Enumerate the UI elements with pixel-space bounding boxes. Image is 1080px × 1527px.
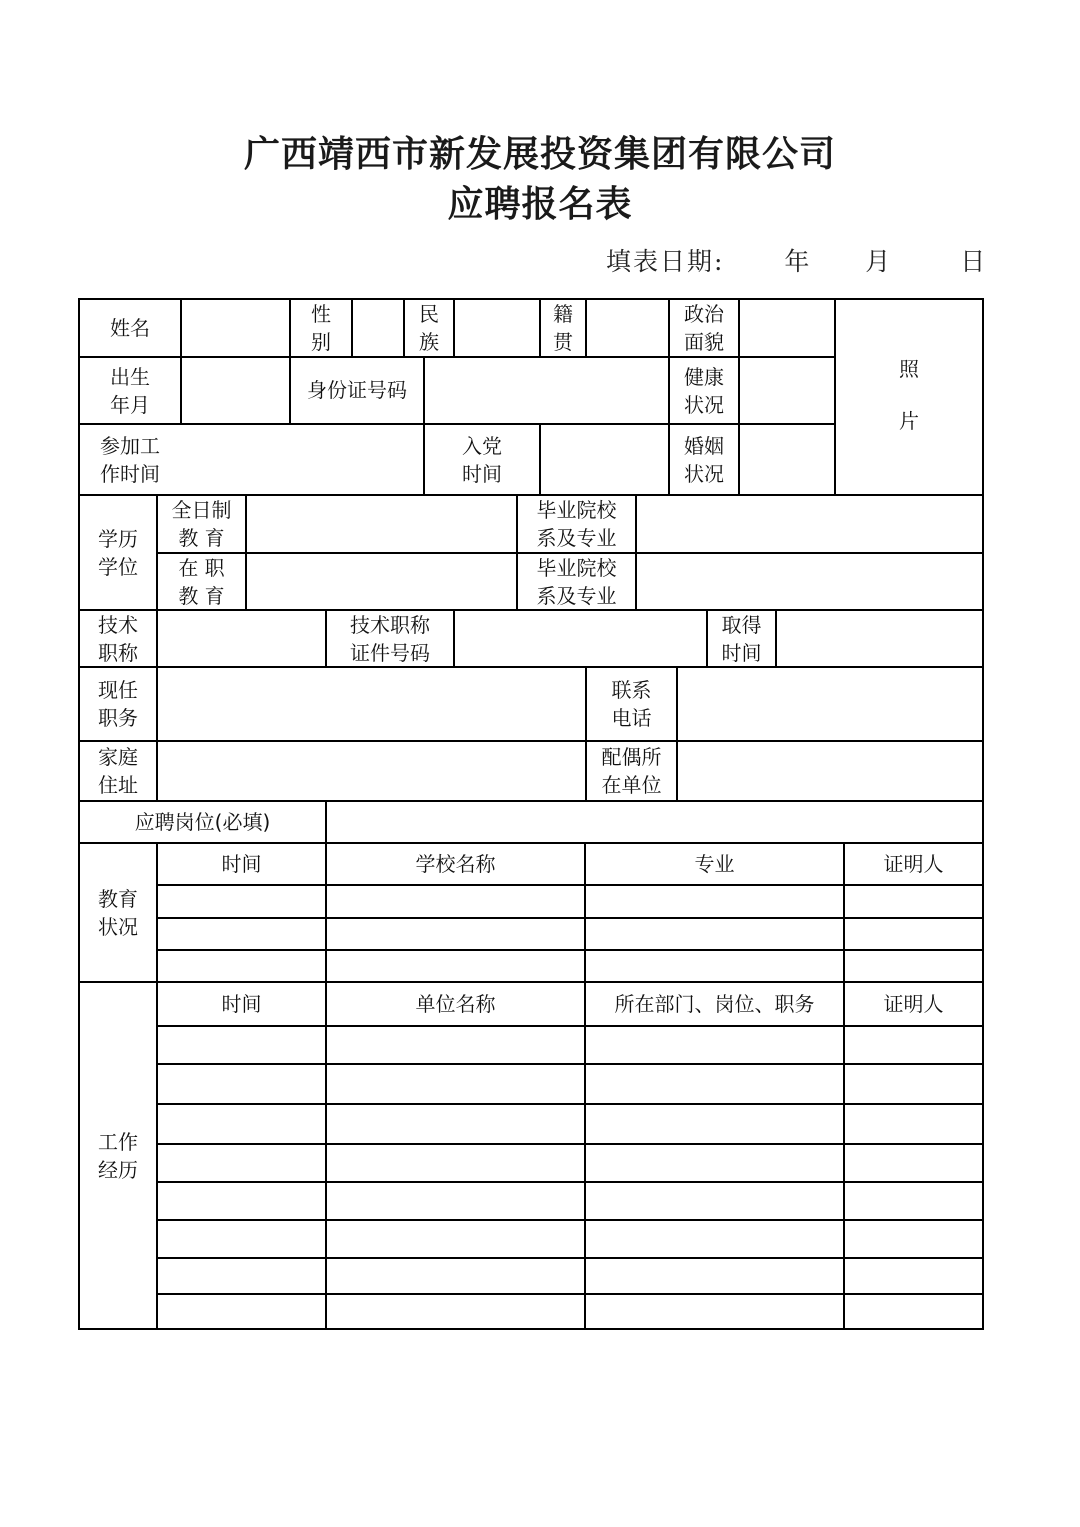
col-divider bbox=[453, 609, 455, 668]
label-education-section: 教育 状况 bbox=[98, 886, 138, 939]
label-name: 姓名 bbox=[110, 316, 150, 340]
col-divider bbox=[156, 666, 158, 802]
label-phone: 联系 电话 bbox=[611, 678, 652, 730]
work-col-employer: 单位名称 bbox=[415, 992, 496, 1016]
table-border bbox=[78, 298, 984, 300]
row-divider bbox=[156, 1063, 984, 1065]
row-divider bbox=[156, 1143, 984, 1145]
label-work-section: 工作 经历 bbox=[98, 1129, 138, 1182]
label-native-place: 籍 贯 bbox=[553, 302, 573, 354]
col-divider bbox=[584, 842, 586, 1330]
col-divider bbox=[843, 842, 845, 1330]
col-divider bbox=[453, 298, 455, 358]
col-divider bbox=[738, 298, 740, 496]
col-divider bbox=[325, 800, 327, 844]
label-degree: 学历 学位 bbox=[98, 526, 138, 579]
photo-placeholder: 照 片 bbox=[899, 357, 919, 433]
label-tech-cert-no: 技术职称 证件号码 bbox=[350, 612, 430, 665]
label-political-status: 政治 面貌 bbox=[684, 302, 724, 354]
col-divider bbox=[180, 298, 182, 425]
fill-date-month: 月 bbox=[865, 247, 893, 276]
col-divider bbox=[156, 842, 158, 1330]
label-grad-school-inservice: 毕业院校 系及专业 bbox=[536, 555, 617, 608]
row-divider bbox=[156, 1181, 984, 1183]
col-divider bbox=[585, 298, 587, 358]
label-birth: 出生 年月 bbox=[110, 364, 150, 417]
fill-date-year: 年 bbox=[784, 247, 812, 276]
work-col-time: 时间 bbox=[221, 992, 262, 1016]
edu-col-witness: 证明人 bbox=[883, 852, 944, 876]
label-marital: 婚姻 状况 bbox=[684, 433, 724, 486]
label-apply-post: 应聘岗位(必填) bbox=[134, 810, 271, 834]
col-divider bbox=[775, 609, 777, 668]
col-divider bbox=[325, 842, 327, 1330]
fill-date-day: 日 bbox=[960, 247, 988, 276]
form-subtitle: 应聘报名表 bbox=[447, 183, 633, 225]
label-grad-school-fulltime: 毕业院校 系及专业 bbox=[536, 498, 617, 550]
row-divider bbox=[156, 1257, 984, 1259]
label-ethnicity: 民 族 bbox=[419, 302, 439, 354]
col-divider bbox=[351, 298, 353, 358]
label-gender: 性 别 bbox=[311, 302, 331, 354]
col-divider bbox=[676, 666, 678, 802]
label-spouse-work: 配偶所 在单位 bbox=[601, 745, 662, 797]
label-home-address: 家庭 住址 bbox=[98, 745, 138, 797]
row-divider bbox=[156, 1103, 984, 1105]
form-title: 广西靖西市新发展投资集团有限公司 bbox=[243, 133, 836, 175]
fill-date bbox=[606, 242, 987, 278]
row-divider bbox=[78, 666, 984, 668]
work-col-witness: 证明人 bbox=[883, 992, 944, 1016]
edu-col-school: 学校名称 bbox=[415, 852, 496, 876]
col-divider bbox=[539, 423, 541, 496]
label-tech-title: 技术 职称 bbox=[98, 612, 138, 665]
row-divider bbox=[78, 740, 984, 742]
label-inservice-edu: 在 职 教 育 bbox=[178, 555, 225, 608]
col-divider bbox=[635, 494, 637, 611]
label-work-start: 参加工 作时间 bbox=[100, 433, 160, 486]
row-divider bbox=[156, 1293, 984, 1295]
fill-date-label: 填表日期: bbox=[606, 247, 725, 276]
edu-col-time: 时间 bbox=[221, 852, 262, 876]
label-party-join: 入党 时间 bbox=[462, 433, 502, 486]
label-id-number: 身份证号码 bbox=[307, 378, 407, 402]
table-border bbox=[982, 298, 984, 1330]
row-divider bbox=[156, 884, 984, 886]
row-divider bbox=[156, 949, 984, 951]
label-obtained-time: 取得 时间 bbox=[721, 612, 762, 665]
row-divider bbox=[156, 917, 984, 919]
label-fulltime-edu: 全日制 教 育 bbox=[171, 498, 232, 550]
label-current-position: 现任 职务 bbox=[98, 678, 138, 730]
work-col-department: 所在部门、岗位、职务 bbox=[614, 992, 815, 1016]
row-divider bbox=[156, 1219, 984, 1221]
edu-col-major: 专业 bbox=[694, 852, 735, 876]
table-border bbox=[78, 1328, 984, 1330]
row-divider bbox=[156, 1025, 984, 1027]
col-divider bbox=[245, 494, 247, 611]
label-health: 健康 状况 bbox=[684, 364, 724, 417]
